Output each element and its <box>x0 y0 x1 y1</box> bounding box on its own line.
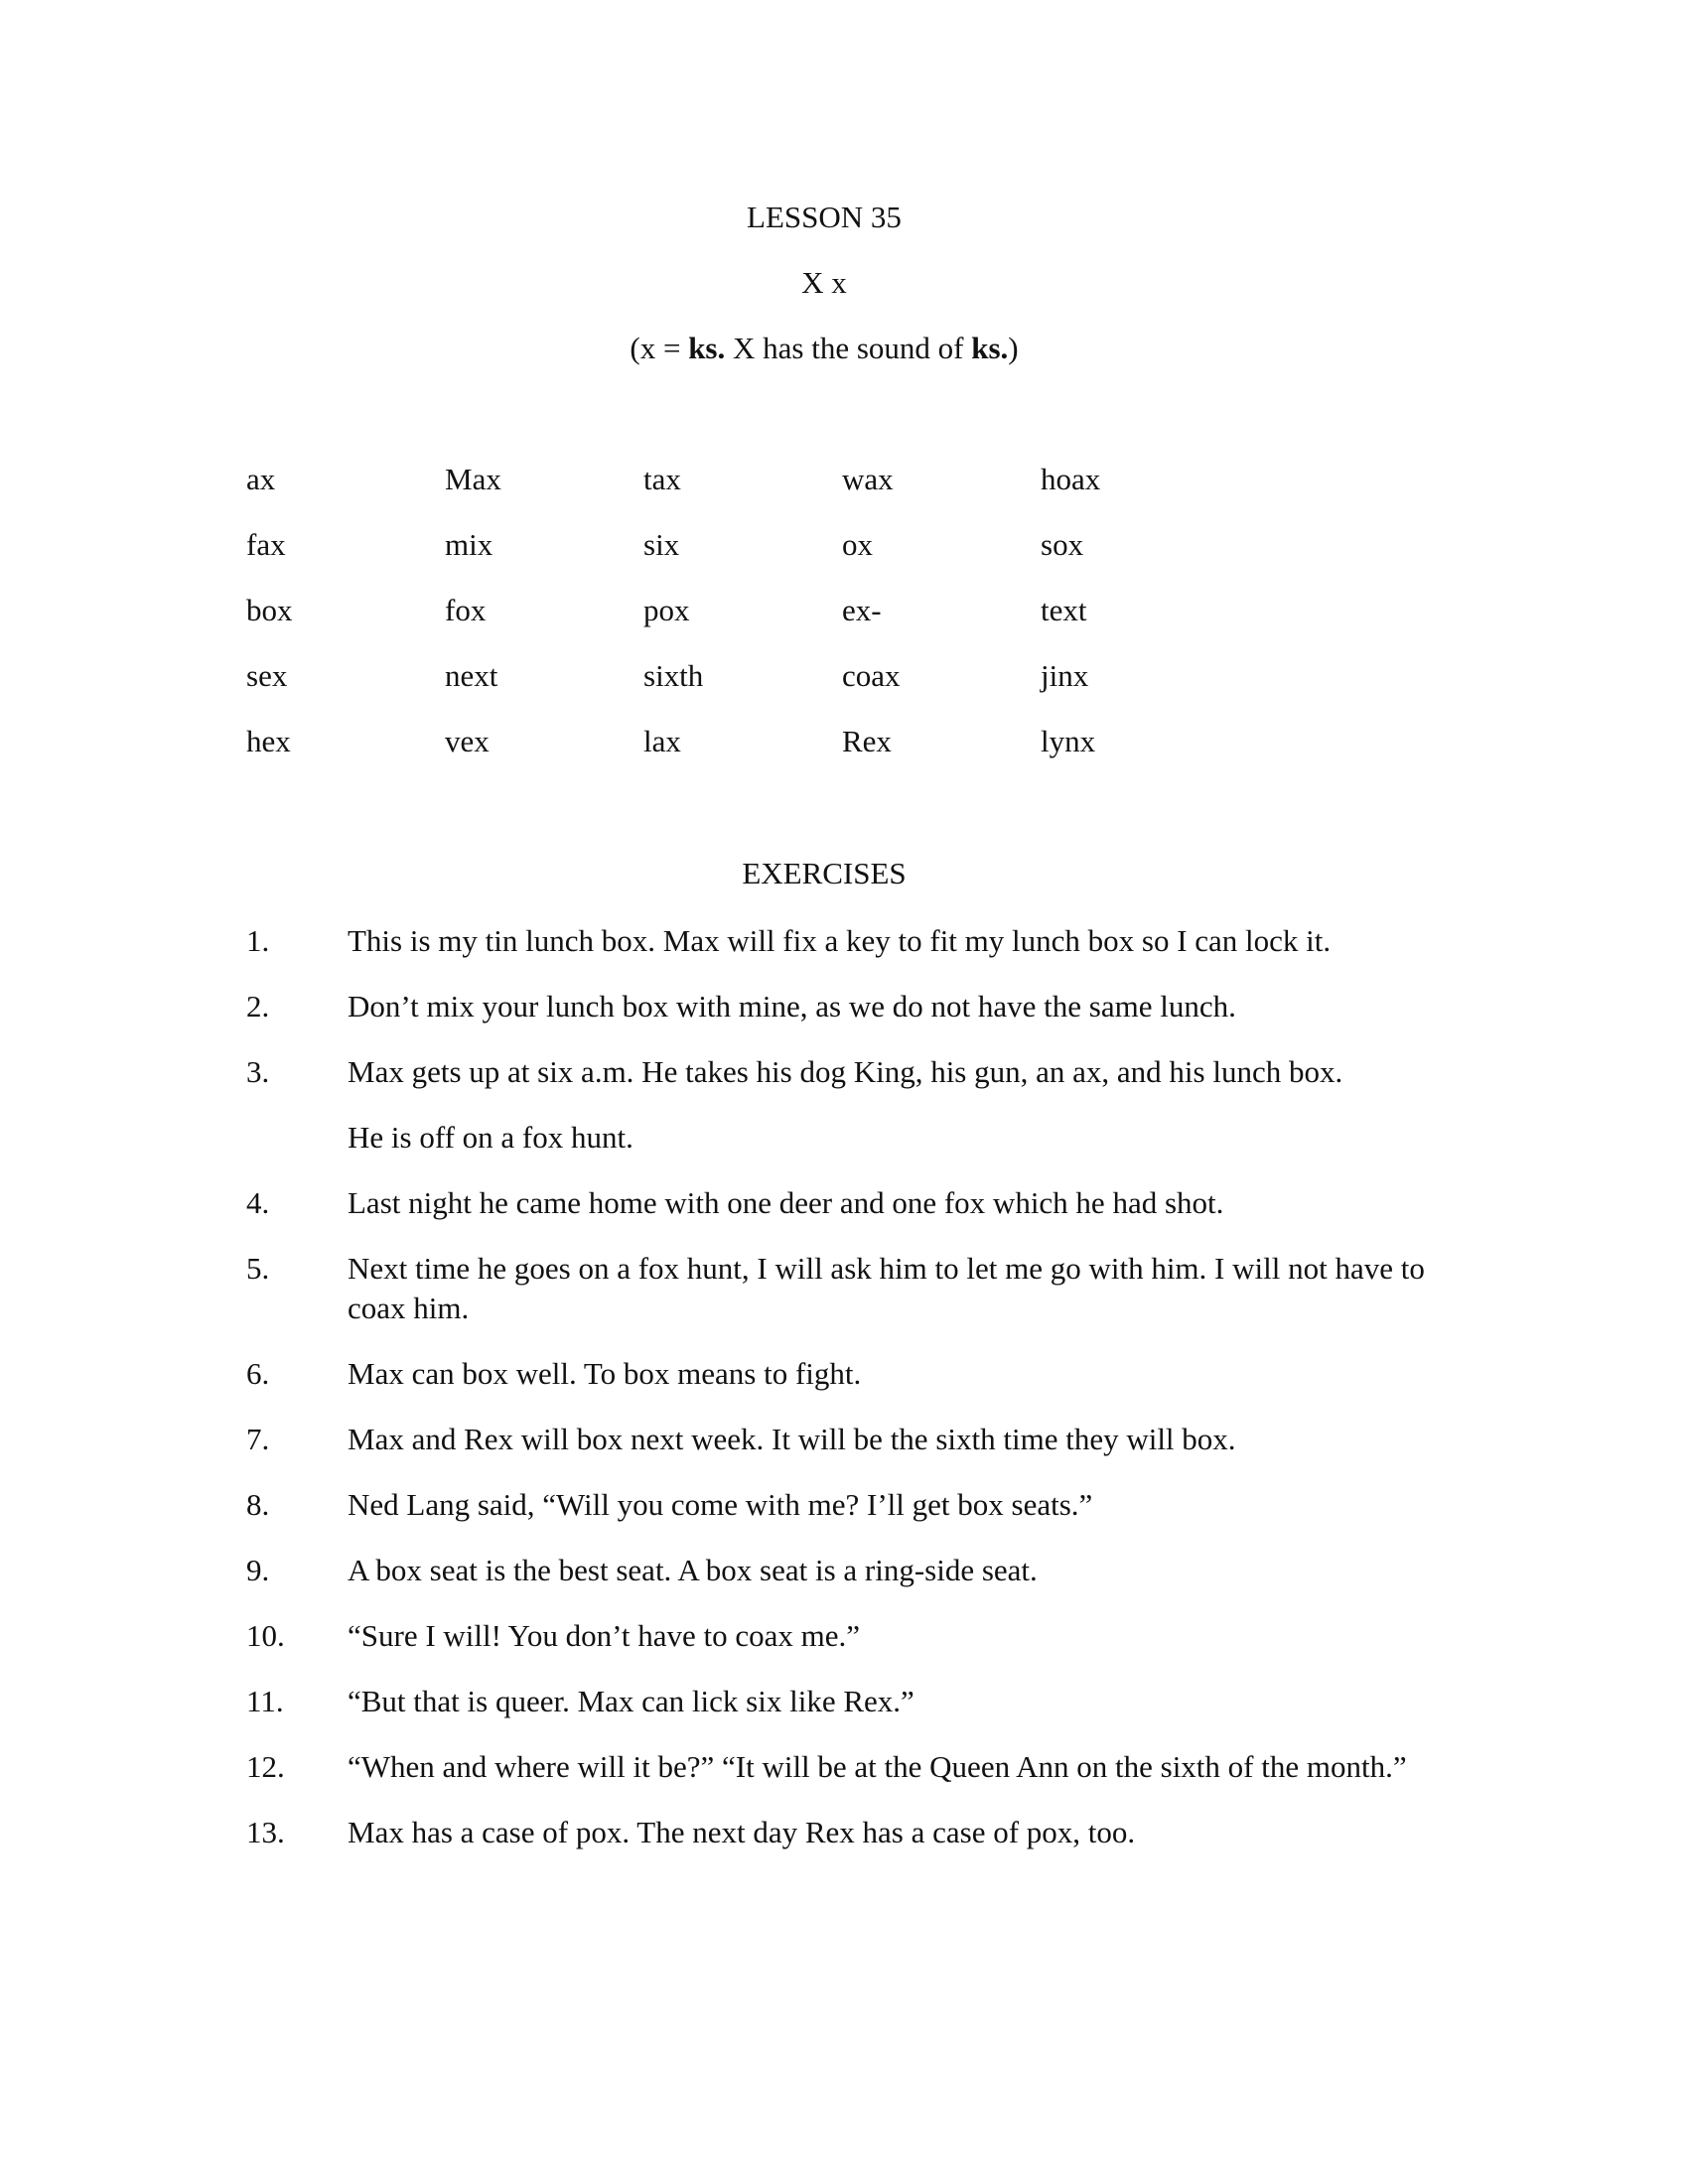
exercise-number: 6. <box>246 1356 270 1391</box>
exercise-number: 13. <box>246 1815 285 1849</box>
exercise-list <box>246 921 1458 1878</box>
word-row <box>246 724 1239 789</box>
exercise-item <box>246 1616 1458 1656</box>
word-cell: pox <box>643 593 690 627</box>
exercise-text: Next time he goes on a fox hunt, I will ask him to let me go with him. I will not have to coax him. <box>348 1251 1425 1325</box>
sound-rule <box>0 331 1648 366</box>
word-cell: six <box>643 527 680 562</box>
exercise-item <box>246 1420 1458 1459</box>
exercise-item <box>246 1485 1458 1525</box>
exercise-number: 9. <box>246 1553 270 1587</box>
word-cell: next <box>445 658 498 693</box>
sound-rule-open: (x = <box>630 331 689 365</box>
word-row <box>246 462 1239 527</box>
exercise-text: “Sure I will! You don’t have to coax me.” <box>348 1618 860 1653</box>
exercise-number: 7. <box>246 1422 270 1456</box>
exercise-number: 10. <box>246 1618 285 1653</box>
exercise-item <box>246 1052 1458 1158</box>
exercises-heading: EXERCISES <box>742 856 907 890</box>
exercise-text: He is off on a fox hunt. <box>348 1120 633 1155</box>
word-cell: hex <box>246 724 291 758</box>
word-cell: text <box>1041 593 1087 627</box>
exercise-text: Max and Rex will box next week. It will be the sixth time they will box. <box>348 1422 1236 1456</box>
sound-rule-bold-1: ks. <box>688 331 726 365</box>
word-cell: mix <box>445 527 493 562</box>
exercise-item <box>246 1747 1458 1787</box>
exercise-number: 12. <box>246 1749 285 1784</box>
exercise-number: 5. <box>246 1251 270 1286</box>
exercise-number: 11. <box>246 1684 284 1718</box>
exercise-item <box>246 1354 1458 1394</box>
exercise-text: Max has a case of pox. The next day Rex has a case of pox, too. <box>348 1815 1136 1849</box>
exercise-number: 4. <box>246 1185 270 1220</box>
word-cell: wax <box>842 462 894 496</box>
exercise-text: Max can box well. To box means to fight. <box>348 1356 862 1391</box>
exercise-number: 2. <box>246 989 270 1024</box>
word-row <box>246 527 1239 593</box>
word-cell: sox <box>1041 527 1084 562</box>
exercise-text: Don’t mix your lunch box with mine, as we do not have the same lunch. <box>348 989 1236 1024</box>
exercise-number: 3. <box>246 1054 270 1089</box>
word-row <box>246 658 1239 724</box>
sound-rule-middle: X has the sound of <box>725 331 972 365</box>
word-cell: tax <box>643 462 681 496</box>
exercise-text: Last night he came home with one deer and one fox which he had shot. <box>348 1185 1224 1220</box>
word-cell: ex- <box>842 593 882 627</box>
word-cell: coax <box>842 658 901 693</box>
exercise-number: 1. <box>246 923 270 958</box>
exercise-item <box>246 1813 1458 1852</box>
word-cell: vex <box>445 724 490 758</box>
word-cell: sex <box>246 658 288 693</box>
word-cell: fax <box>246 527 286 562</box>
word-cell: sixth <box>643 658 704 693</box>
word-cell: ax <box>246 462 276 496</box>
word-cell: box <box>246 593 293 627</box>
sound-rule-bold-2: ks. <box>971 331 1009 365</box>
exercise-item <box>246 1682 1458 1721</box>
exercise-text: “When and where will it be?” “It will be at the Queen Ann on the sixth of the month.” <box>348 1749 1407 1784</box>
word-cell: jinx <box>1041 658 1089 693</box>
word-cell: fox <box>445 593 487 627</box>
word-cell: Rex <box>842 724 892 758</box>
exercise-number: 8. <box>246 1487 270 1522</box>
sound-rule-close: ) <box>1008 331 1019 365</box>
page-title: LESSON 35 <box>747 200 902 234</box>
exercise-item <box>246 1249 1458 1328</box>
exercise-text: A box seat is the best seat. A box seat is a ring-side seat. <box>348 1553 1038 1587</box>
word-cell: ox <box>842 527 873 562</box>
lesson-letters: X x <box>801 265 847 300</box>
exercise-text: This is my tin lunch box. Max will fix a key to fit my lunch box so I can lock it. <box>348 923 1332 958</box>
word-cell: hoax <box>1041 462 1101 496</box>
word-grid <box>246 462 1239 789</box>
exercise-text: Max gets up at six a.m. He takes his dog King, his gun, an ax, and his lunch box. <box>348 1054 1343 1089</box>
word-row <box>246 593 1239 658</box>
exercise-text: “But that is queer. Max can lick six like Rex.” <box>348 1684 914 1718</box>
word-cell: Max <box>445 462 501 496</box>
exercise-item <box>246 1551 1458 1590</box>
exercise-item <box>246 1183 1458 1223</box>
word-cell: lynx <box>1041 724 1096 758</box>
exercise-item <box>246 921 1458 961</box>
exercise-item <box>246 987 1458 1026</box>
word-cell: lax <box>643 724 681 758</box>
exercise-text: Ned Lang said, “Will you come with me? I’ll get box seats.” <box>348 1487 1093 1522</box>
